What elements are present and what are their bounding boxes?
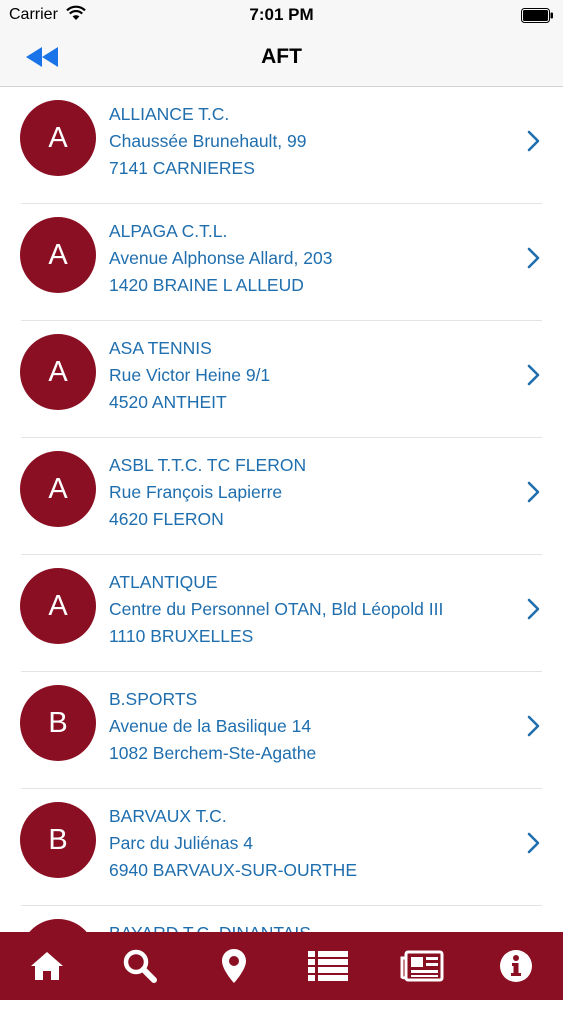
club-city: 4520 ANTHEIT xyxy=(109,392,227,412)
page-title: AFT xyxy=(261,45,302,68)
club-name: ALLIANCE T.C. xyxy=(109,104,230,124)
nav-bar xyxy=(0,30,563,87)
club-city: 6940 BARVAUX-SUR-OURTHE xyxy=(109,860,357,880)
tab-search[interactable] xyxy=(100,932,180,1000)
chevron-right-icon xyxy=(527,130,540,152)
avatar: A xyxy=(20,451,96,527)
club-name: ATLANTIQUE xyxy=(109,572,218,592)
chevron-right-icon xyxy=(527,481,540,503)
club-street: Avenue de la Basilique 14 xyxy=(109,716,312,736)
club-list xyxy=(0,87,563,932)
club-street: Rue François Lapierre xyxy=(109,482,283,502)
club-name: BARVAUX T.C. xyxy=(109,806,227,826)
club-street: Parc du Juliénas 4 xyxy=(109,833,253,853)
avatar: A xyxy=(20,100,96,176)
map-pin-icon xyxy=(221,948,247,984)
chevron-right-icon xyxy=(527,715,540,737)
list-icon xyxy=(308,950,348,982)
tab-news[interactable] xyxy=(382,932,462,1000)
tab-home[interactable] xyxy=(7,932,87,1000)
clock: 7:01 PM xyxy=(249,5,314,24)
club-street: Avenue Alphonse Allard, 203 xyxy=(109,248,333,268)
list-item[interactable] xyxy=(0,438,563,555)
avatar: A xyxy=(20,334,96,410)
list-item[interactable] xyxy=(0,87,563,204)
club-name: B.SPORTS xyxy=(109,689,198,709)
info-icon xyxy=(499,949,533,983)
list-item[interactable] xyxy=(0,789,563,906)
list-item[interactable] xyxy=(0,204,563,321)
list-item[interactable] xyxy=(0,555,563,672)
avatar: A xyxy=(20,568,96,644)
battery-icon xyxy=(521,8,554,23)
club-street: Rue Victor Heine 9/1 xyxy=(109,365,271,385)
chevron-right-icon xyxy=(527,364,540,386)
home-icon xyxy=(29,950,65,982)
carrier-label: Carrier xyxy=(9,6,58,23)
club-city: 1082 Berchem-Ste-Agathe xyxy=(109,743,317,763)
club-city: 1110 BRUXELLES xyxy=(109,626,254,646)
club-city: 4620 FLERON xyxy=(109,509,224,529)
club-city: 7141 CARNIERES xyxy=(109,158,255,178)
tab-bar xyxy=(0,932,563,1000)
news-icon xyxy=(400,950,444,982)
club-city: 1420 BRAINE L ALLEUD xyxy=(109,275,304,295)
club-street: Centre du Personnel OTAN, Bld Léopold III xyxy=(109,599,444,619)
club-name: ASA TENNIS xyxy=(109,338,212,358)
club-name: ALPAGA C.T.L. xyxy=(109,221,228,241)
list-item[interactable] xyxy=(0,672,563,789)
chevron-right-icon xyxy=(527,598,540,620)
status-bar xyxy=(0,0,563,30)
club-street: Chaussée Brunehault, 99 xyxy=(109,131,307,151)
avatar: B xyxy=(20,685,96,761)
club-name: ASBL T.T.C. TC FLERON xyxy=(109,455,307,475)
chevron-right-icon xyxy=(527,832,540,854)
tab-list[interactable] xyxy=(288,932,368,1000)
chevron-right-icon xyxy=(527,247,540,269)
search-icon xyxy=(122,948,158,984)
avatar: A xyxy=(20,217,96,293)
list-item[interactable] xyxy=(0,321,563,438)
tab-info[interactable] xyxy=(476,932,556,1000)
tab-map[interactable] xyxy=(194,932,274,1000)
avatar: B xyxy=(20,802,96,878)
